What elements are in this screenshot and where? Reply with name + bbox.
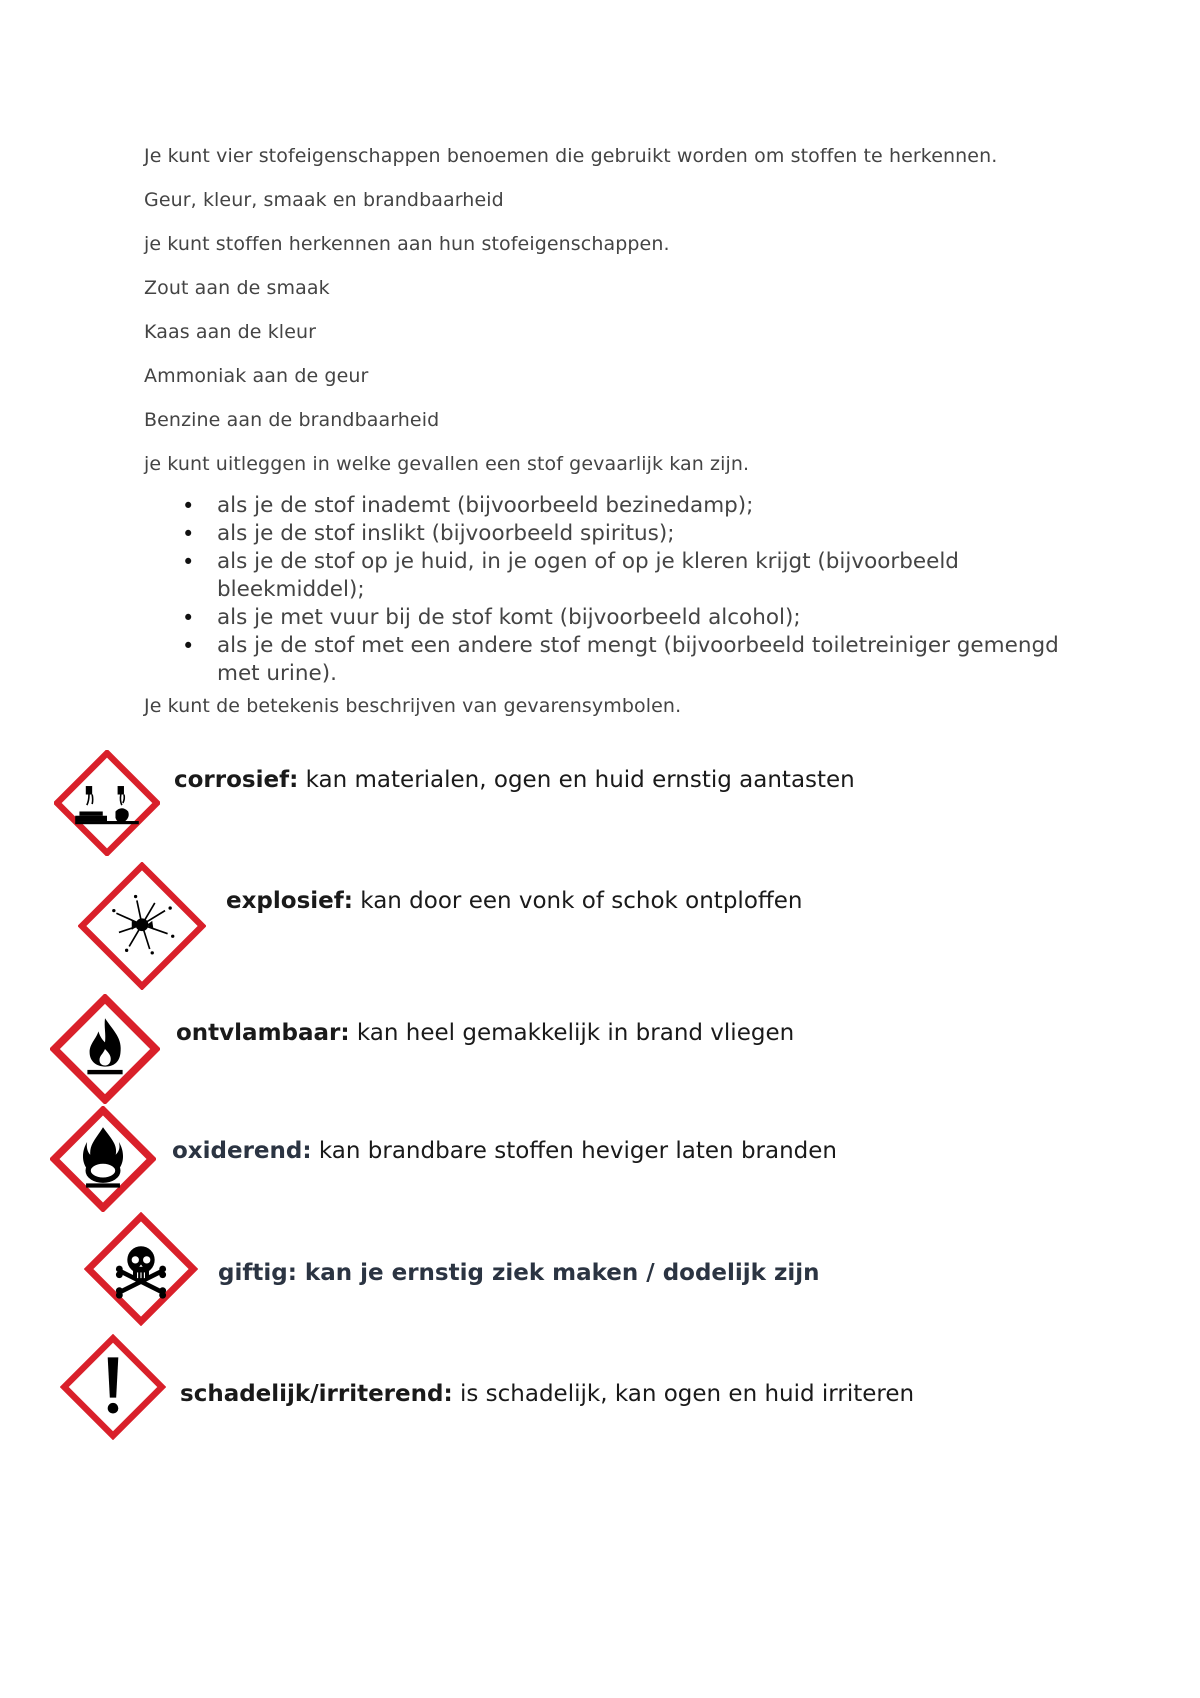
bullet-icon: • [182, 606, 195, 630]
explosive-pictogram-icon [78, 862, 206, 990]
harmful-pictogram-icon [60, 1334, 166, 1440]
hazard-term: oxiderend: [172, 1138, 312, 1164]
hazard-description: kan heel gemakkelijk in brand vliegen [356, 1020, 795, 1046]
hazard-toxic-text [218, 1258, 820, 1288]
oxidizing-pictogram-icon [50, 1106, 156, 1212]
hazard-oxidizing-text [172, 1136, 837, 1166]
intro-line-6: Ammoniak aan de geur [144, 365, 369, 387]
hazard-term: explosief: [226, 888, 353, 914]
intro-line-7: Benzine aan de brandbaarheid [144, 409, 440, 431]
hazard-term: corrosief: [174, 767, 299, 793]
intro-line-4: Zout aan de smaak [144, 277, 330, 299]
hazard-description: kan je ernstig ziek maken / dodelijk zijn [304, 1260, 820, 1286]
hazard-corrosive-text [174, 765, 855, 795]
hazard-description: is schadelijk, kan ogen en huid irriteren [459, 1381, 915, 1407]
danger-cases-list [144, 492, 1074, 688]
hazard-term: schadelijk/irriterend: [180, 1381, 453, 1407]
hazard-description: kan door een vonk of schok ontploffen [360, 888, 803, 914]
intro-line-5: Kaas aan de kleur [144, 321, 317, 343]
intro-line-2: Geur, kleur, smaak en brandbaarheid [144, 189, 504, 211]
list-item: • als je de stof inademt (bijvoorbeeld bezinedamp); [182, 493, 754, 518]
bullet-icon: • [182, 494, 195, 518]
intro-line-3: je kunt stoffen herkennen aan hun stofeigenschappen. [144, 233, 670, 255]
hazard-description: kan materialen, ogen en huid ernstig aantasten [305, 767, 855, 793]
intro-line-1: Je kunt vier stofeigenschappen benoemen die gebruikt worden om stoffen te herkennen. [144, 145, 998, 167]
flammable-pictogram-icon [50, 994, 160, 1104]
hazard-description: kan brandbare stoffen heviger laten branden [318, 1138, 838, 1164]
list-item: • als je de stof op je huid, in je ogen of op je kleren krijgt (bijvoorbeeld bleekmiddel); [182, 549, 959, 602]
list-item: • als je met vuur bij de stof komt (bijvoorbeeld alcohol); [182, 605, 801, 630]
hazard-term: giftig: [218, 1260, 297, 1286]
toxic-pictogram-icon [84, 1212, 198, 1326]
hazard-explosive-text [226, 886, 802, 916]
list-item: • als je de stof met een andere stof mengt (bijvoorbeeld toiletreiniger gemengd met urine). [182, 633, 1059, 686]
bullet-icon: • [182, 550, 195, 574]
symbols-intro: Je kunt de betekenis beschrijven van gevarensymbolen. [144, 695, 682, 717]
bullet-icon: • [182, 522, 195, 546]
bullet-icon: • [182, 634, 195, 658]
list-item: • als je de stof inslikt (bijvoorbeeld spiritus); [182, 521, 675, 546]
hazard-harmful-text [180, 1379, 914, 1409]
hazard-term: ontvlambaar: [176, 1020, 350, 1046]
intro-line-8: je kunt uitleggen in welke gevallen een stof gevaarlijk kan zijn. [144, 453, 750, 475]
hazard-flammable-text [176, 1018, 794, 1048]
corrosive-pictogram-icon [54, 750, 160, 856]
